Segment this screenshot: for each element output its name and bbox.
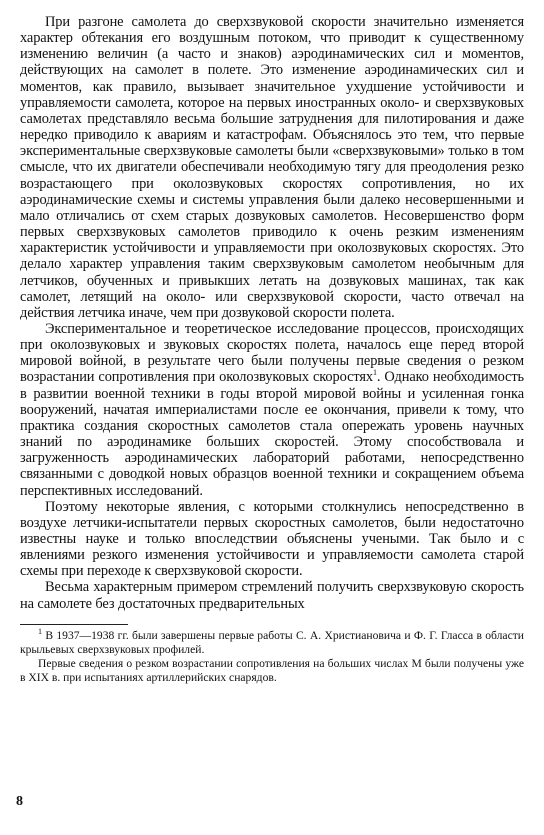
footnote-marker: 1	[38, 626, 42, 636]
page-body	[20, 14, 524, 686]
footnote-reference: 1	[372, 368, 377, 378]
paragraph-2-text-continued: . Однако необходимость в развитии военной техники в годы второй мировой войны и усиленная гонка вооружений, начатая империалистами после ее окончания, привели к тому, что практика создания скоростных самолетов стала опережать уровень научных знаний по аэродинамике больших скоростей. Этому способствовала и загруженность аэродинамических лабораторий работами, непосредственно связанными с доводкой новых образцов военной техники и сокращением объема перспективных исследований.	[20, 369, 525, 499]
footnote-2: Первые сведения о резком возрастании сопротивления на больших числах М были получены уже в XIX в. при испытаниях артиллерийских снарядов.	[20, 657, 524, 685]
footnote-divider	[20, 624, 128, 625]
footnote-1-text: В 1937—1938 гг. были завершены первые работы С. А. Христиановича и Ф. Г. Гласса в области крыльевых сверхзвуковых профилей.	[20, 628, 524, 656]
paragraph-1: При разгоне самолета до сверхзвуковой скорости значительно изменяется характер обтекания его воздушным потоком, что приводит к существенному изменению величин (а часто и знаков) аэродинамических сил и моментов, действующих на самолет в полете. Это изменение аэродинамических сил и моментов, как правило, вызывает значительное ухудшение устойчивости и управляемости самолета, которое на первых иностранных около- и сверхзвуковых самолетах представляло весьма большие затруднения для пилотирования и даже нередко приводило к авариям и катастрофам. Объяснялось это тем, что первые экспериментальные сверхзвуковые самолеты были «сверхзвуковыми» только в том смысле, что их двигатели обеспечивали необходимую тягу для преодоления резко возрастающего при околозвуковых скоростях сопротивления, но их аэродинамические схемы и системы управления были далеко несовершенными и мало отличались от схем старых дозвуковых самолетов. Несовершенство форм первых сверхзвуковых самолетов приводило к очень резким изменениям характеристик устойчивости и управляемости при околозвуковых скоростях. Это делало характер управления таким сверхзвуковым самолетом необычным для летчиков, обученных и привыкших летать на дозвуковых машинах, так как самолет, летящий на около- или сверхзвуковой скорости, часто отвечал на действия летчика иначе, чем при дозвуковой скорости полета.	[20, 14, 524, 321]
paragraph-3: Поэтому некоторые явления, с которыми столкнулись непосредственно в воздухе летчики-испытатели первых скоростных самолетов, были недостаточно известны науке и только впоследствии объяснены учеными. Так было и с явлениями резкого изменения устойчивости и управляемости самолета старой схемы при переходе к сверхзвуковой скорости.	[20, 498, 524, 580]
paragraph-4: Весьма характерным примером стремлений получить сверхзвуковую скорость на самолете без достаточных предварительных	[20, 579, 524, 612]
footnote-1	[20, 626, 524, 657]
paragraph-2-text: Экспериментальное и теоретическое исследование процессов, происходящих при околозвуковых и звуковых скоростях полета, началось еще перед второй мировой войной, в результате чего были получены первые сведения о резком возрастании сопротивления при околозвуковых скоростях	[20, 320, 524, 386]
paragraph-2	[20, 321, 524, 499]
page-number: 8	[16, 794, 23, 809]
